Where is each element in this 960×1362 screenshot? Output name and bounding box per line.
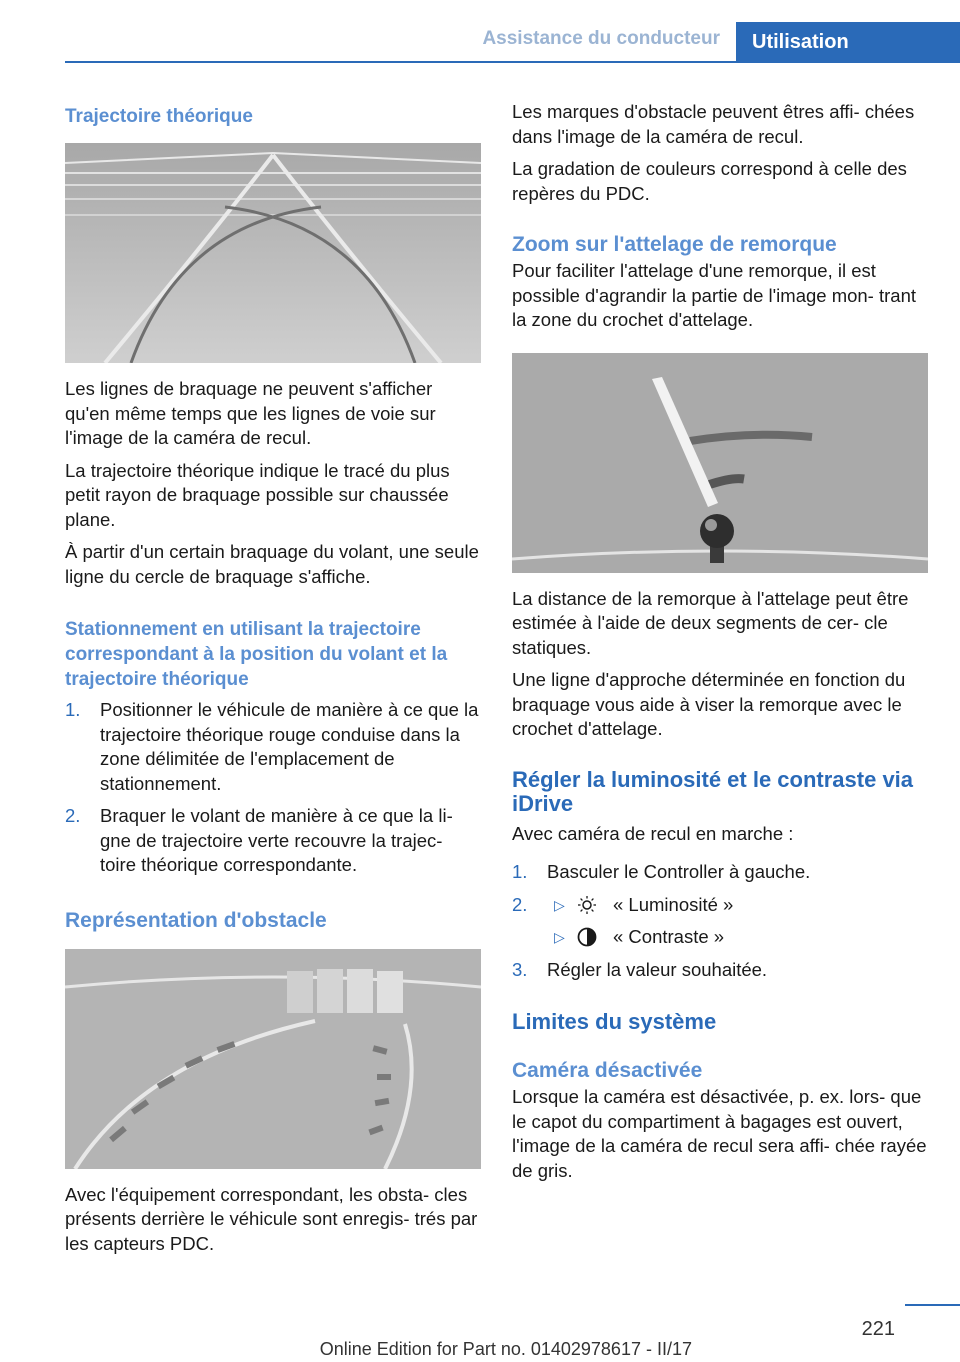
- heading-stationnement: Stationnement en utilisant la trajectoire correspondant à la position du volant et la trajectoire théorique: [65, 619, 448, 690]
- para-marques: Les marques d'obstacle peuvent êtres affi- chées dans l'image de la caméra de recul.: [512, 101, 915, 147]
- para-avec: Avec caméra de recul en marche :: [512, 822, 794, 844]
- footer-edition: Online Edition for Part no. 01402978617 - II/17: [319, 1339, 692, 1359]
- heading-obstacle: Représentation d'obstacle: [65, 908, 327, 932]
- list-item: 2. Braquer le volant de manière à ce que la li- gne de trajectoire verte recouvre la trajec- toire théorique correspondante.: [65, 805, 453, 875]
- heading-trajectoire: Trajectoire théorique: [65, 106, 253, 127]
- right-column: [512, 100, 928, 1183]
- para-distance: La distance de la remorque à l'attelage peut être estimée à l'aide de deux segments de cer- cle statiques.: [512, 587, 909, 658]
- para-faciliter: Pour faciliter l'attelage d'une remorque, il est possible d'agrandir la partie de l'image mon- trant la zone du crochet d'attelage.: [512, 260, 917, 330]
- para-gradation: La gradation de couleurs correspond à celle des repères du PDC.: [512, 158, 907, 204]
- footer-rule: [905, 1304, 960, 1306]
- luminosite-label: « Luminosité »: [613, 893, 734, 915]
- header-section: Assistance du conducteur: [482, 28, 720, 49]
- page-header: [0, 0, 960, 62]
- header-tab: Utilisation: [736, 22, 960, 62]
- para-partir: À partir d'un certain braquage du volant, une seule ligne du cercle de braquage s'affiche.: [65, 541, 479, 587]
- header-rule: [65, 61, 960, 63]
- list-item: [512, 925, 928, 950]
- list-item: 2. ▷ « Luminosité »: [512, 893, 928, 918]
- contraste-label: « Contraste »: [613, 926, 725, 947]
- triangle-icon: ▷: [554, 929, 565, 945]
- para-lignes: Les lignes de braquage ne peuvent s'afficher qu'en même temps que les lignes de voie sur l'image de la caméra de recul.: [65, 378, 436, 448]
- contrast-icon: [577, 927, 597, 954]
- para-ligne: Une ligne d'approche déterminée en fonction du braquage vous aide à viser la remorque avec le crochet d'attelage.: [512, 669, 906, 739]
- steps-stationnement: [65, 698, 481, 878]
- list-item: 3. Régler la valeur souhaitée.: [512, 958, 768, 980]
- hitch-illustration: [512, 353, 928, 573]
- para-lorsque: Lorsque la caméra est désactivée, p. ex. lors- que le capot du compartiment à bagages est ouvert, l'image de la caméra de recul sera affi- chée rayée de gris.: [512, 1086, 927, 1181]
- trajectory-illustration: [65, 143, 481, 363]
- list-item: 1. Positionner le véhicule de manière à ce que la trajectoire théorique rouge conduise dans la zone délimitée de l'emplacement de stationnement.: [65, 699, 479, 794]
- heading-regler: Régler la luminosité et le contraste via iDrive: [512, 766, 914, 816]
- para-trajectoire: La trajectoire théorique indique le tracé du plus petit rayon de braquage possible sur chaussée plane.: [65, 459, 450, 530]
- steps-regler: [512, 860, 928, 885]
- steps-regler-end: [512, 958, 928, 983]
- heading-camera: Caméra désactivée: [512, 1059, 703, 1082]
- left-column: [65, 100, 481, 1256]
- list-item: 1. Basculer le Controller à gauche.: [512, 861, 811, 882]
- heading-limites: Limites du système: [512, 1009, 717, 1034]
- page-number: 221: [861, 1318, 895, 1340]
- triangle-icon: ▷: [554, 896, 565, 913]
- heading-zoom: Zoom sur l'attelage de remorque: [512, 233, 837, 256]
- para-equipement: Avec l'équipement correspondant, les obsta- cles présents derrière le véhicule sont enregis- trés par les capteurs PDC.: [65, 1183, 478, 1254]
- obstacle-illustration: [65, 949, 481, 1169]
- sun-icon: [577, 895, 597, 922]
